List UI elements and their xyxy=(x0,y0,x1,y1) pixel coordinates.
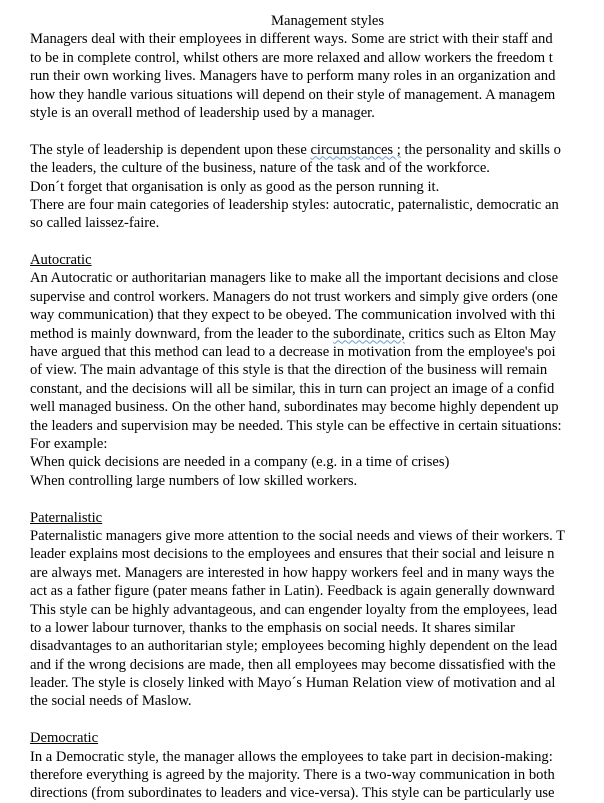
text-line: When quick decisions are needed in a company (e.g. in a time of crises) xyxy=(30,454,450,471)
text-line: of view. The main advantage of this style is that the direction of the business will remain xyxy=(30,362,548,379)
paternalistic-section xyxy=(30,509,604,711)
text-line: well managed business. On the other hand, subordinates may become highly dependent up xyxy=(30,399,559,416)
text-line: to be in complete control, whilst others are more relaxed and allow workers the freedom t xyxy=(30,49,553,66)
text-line: constant, and the decisions will all be similar, this in turn can project an image of a confid xyxy=(30,380,555,397)
text-line: There are four main categories of leadership styles: autocratic, paternalistic, democratic an xyxy=(30,196,559,213)
text-line: have argued that this method can lead to a decrease in motivation from the employee's poi xyxy=(30,344,556,361)
text-line: Managers deal with their employees in different ways. Some are strict with their staff and xyxy=(30,31,553,48)
text-run: critics such as Elton May xyxy=(404,325,557,342)
text-run: The style of leadership is dependent upon these xyxy=(30,141,311,158)
spellcheck-flagged-word[interactable]: subordinate, xyxy=(333,325,405,342)
text-line: how they handle various situations will depend on their style of management. A managem xyxy=(30,86,556,103)
text-line: so called laissez-faire. xyxy=(30,215,160,232)
text-line: disadvantages to an authoritarian style; employees becoming highly dependent on the lead xyxy=(30,638,558,655)
text-line: the leaders, the culture of the business, nature of the task and of the workforce. xyxy=(30,160,490,177)
text-run: the personality and skills o xyxy=(400,141,561,158)
text-line: and if the wrong decisions are made, then all employees may become dissatisfied with the xyxy=(30,656,556,673)
text-line: An Autocratic or authoritarian managers like to make all the important decisions and close xyxy=(30,270,559,287)
text-line: run their own working lives. Managers have to perform many roles in an organization and xyxy=(30,68,556,85)
spellcheck-flagged-word[interactable]: circumstances ; xyxy=(310,141,401,158)
text-line: way communication) that they expect to be obeyed. The communication involved with thi xyxy=(30,307,556,324)
text-line: supervise and control workers. Managers do not trust workers and simply give orders (one xyxy=(30,288,558,305)
text-line: the social needs of Maslow. xyxy=(30,693,192,710)
text-line: leader explains most decisions to the employees and ensures that their social and leisure n xyxy=(30,546,555,563)
section-heading-autocratic: Autocratic xyxy=(30,252,92,269)
text-line xyxy=(30,141,604,159)
democratic-section xyxy=(30,729,604,803)
text-line: to a lower labour turnover, thanks to the emphasis on social needs. It shares similar xyxy=(30,619,515,636)
document-page xyxy=(30,12,604,803)
text-line: This style can be highly advantageous, and can engender loyalty from the employees, lead xyxy=(30,601,558,618)
blank-line xyxy=(30,233,604,251)
text-line: leader. The style is closely linked with Mayo´s Human Relation view of motivation and al xyxy=(30,675,556,692)
text-line: style is an overall method of leadership used by a manager. xyxy=(30,104,375,121)
text-line: Don´t forget that organisation is only as good as the person running it. xyxy=(30,178,440,195)
text-line: For example: xyxy=(30,435,108,452)
text-run: method is mainly downward, from the leader to the xyxy=(30,325,334,342)
intro-paragraph xyxy=(30,30,604,122)
blank-line xyxy=(30,122,604,140)
text-line xyxy=(30,325,604,343)
text-line: In a Democratic style, the manager allows the employees to take part in decision-making: xyxy=(30,748,553,765)
text-line: directions (from subordinates to leaders and vice-versa). This style can be particularly use xyxy=(30,785,555,802)
text-line: therefore everything is agreed by the majority. There is a two-way communication in both xyxy=(30,767,555,784)
section-heading-democratic: Democratic xyxy=(30,730,99,747)
blank-line xyxy=(30,711,604,729)
text-line: When controlling large numbers of low skilled workers. xyxy=(30,472,358,489)
autocratic-section xyxy=(30,251,604,490)
blank-line xyxy=(30,490,604,508)
text-line: are always met. Managers are interested in how happy workers feel and in many ways the xyxy=(30,564,555,581)
text-line: the leaders and supervision may be needed. This style can be effective in certain situations: xyxy=(30,417,562,434)
style-paragraph xyxy=(30,141,604,233)
page-title: Management styles xyxy=(271,13,385,29)
text-line: Paternalistic managers give more attention to the social needs and views of their workers. T xyxy=(30,527,566,544)
section-heading-paternalistic: Paternalistic xyxy=(30,509,103,526)
text-line: act as a father figure (pater means father in Latin). Feedback is again generally downward xyxy=(30,583,555,600)
